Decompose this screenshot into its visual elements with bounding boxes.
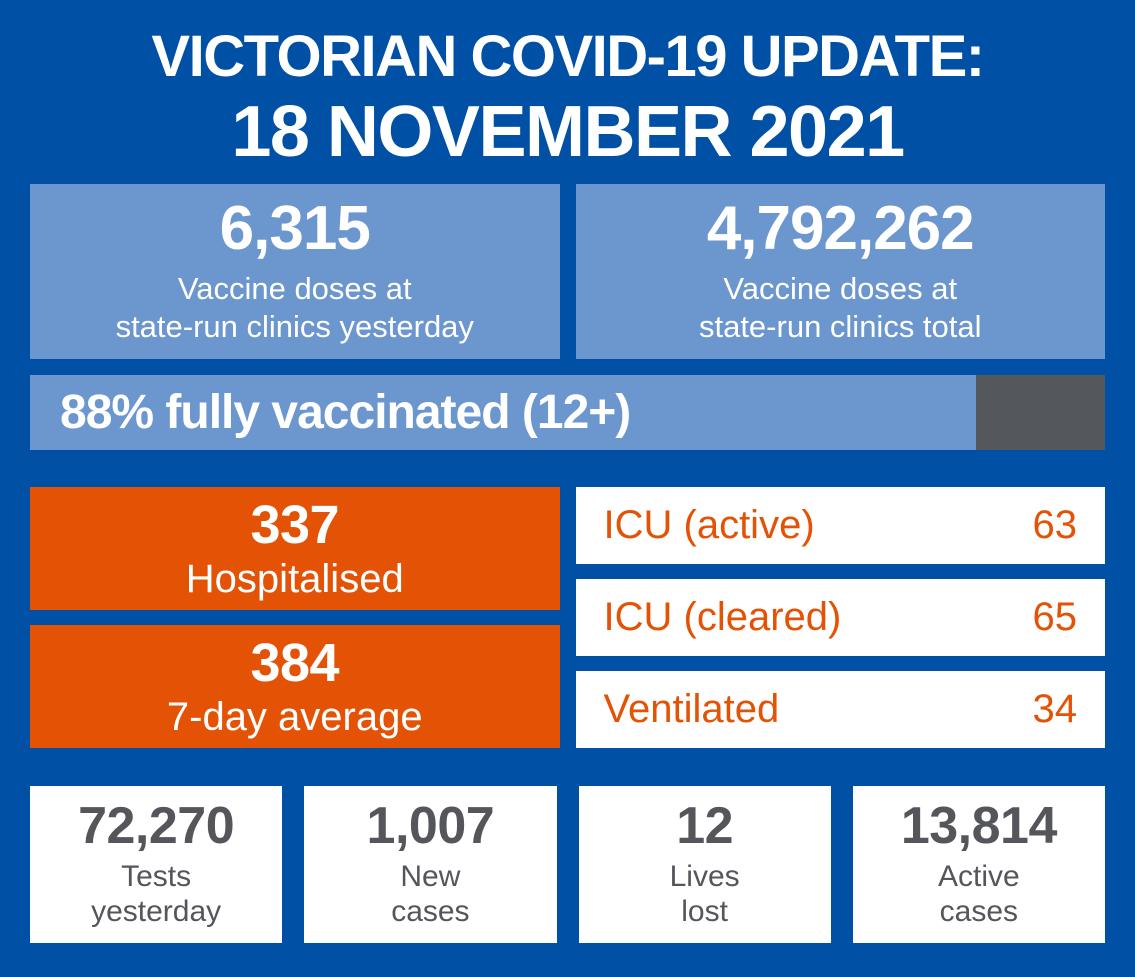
tests-yesterday-label-line1: Tests [121, 860, 192, 893]
icu-active-row [576, 487, 1106, 564]
ventilated-value: 34 [1032, 687, 1077, 731]
tests-yesterday-label [91, 860, 221, 929]
vaccine-yesterday-label-line1: Vaccine doses at [177, 270, 412, 306]
tests-yesterday-value: 72,270 [78, 797, 235, 855]
seven-day-average-value: 384 [250, 633, 340, 694]
new-cases-card [304, 786, 556, 943]
active-cases-label-line2: cases [939, 894, 1019, 928]
icu-cleared-label: ICU (cleared) [603, 595, 842, 639]
active-cases-card [853, 786, 1105, 943]
vaccine-yesterday-label [116, 270, 474, 346]
vaccine-yesterday-label-line2: state-run clinics yesterday [115, 308, 474, 344]
lives-lost-value: 12 [676, 797, 734, 855]
icu-active-label: ICU (active) [603, 503, 815, 547]
vaccine-total-value: 4,792,262 [706, 193, 974, 263]
hospitalisation-column [30, 487, 560, 748]
vaccine-total-label [699, 270, 982, 346]
icu-cleared-value: 65 [1032, 595, 1077, 639]
new-cases-label-line2: cases [391, 894, 470, 928]
new-cases-label [391, 860, 469, 929]
tests-yesterday-card [30, 786, 282, 943]
icu-active-value: 63 [1032, 503, 1077, 547]
ventilated-row [576, 671, 1106, 748]
poster-date: 18 NOVEMBER 2021 [231, 92, 904, 172]
vaccination-bar-label: 88% fully vaccinated (12+) [60, 386, 631, 439]
icu-cleared-row [576, 579, 1106, 656]
vaccination-bar-fill [30, 375, 976, 450]
lives-lost-label-line2: lost [681, 894, 728, 928]
lives-lost-card [579, 786, 831, 943]
vaccination-progress-bar [30, 375, 1105, 450]
poster-header [30, 20, 1105, 172]
lives-lost-label-line1: Lives [669, 860, 740, 893]
vaccine-doses-row [30, 184, 1105, 359]
seven-day-average-card [30, 625, 560, 748]
hospitalised-value: 337 [250, 495, 340, 556]
tests-yesterday-label-line2: yesterday [91, 894, 222, 928]
hospitalised-card [30, 487, 560, 610]
hospitalised-label: Hospitalised [185, 556, 404, 601]
vaccine-total-label-line2: state-run clinics total [698, 308, 982, 344]
vaccine-yesterday-value: 6,315 [219, 193, 370, 263]
seven-day-average-label: 7-day average [166, 694, 423, 739]
new-cases-value: 1,007 [366, 797, 495, 855]
active-cases-label [938, 860, 1020, 929]
active-cases-value: 13,814 [900, 797, 1057, 855]
icu-column [576, 487, 1106, 748]
poster-title: VICTORIAN COVID-19 UPDATE: [151, 24, 984, 89]
vaccine-total-label-line1: Vaccine doses at [723, 270, 958, 306]
new-cases-label-line1: New [400, 860, 461, 893]
hospital-icu-section [30, 487, 1105, 748]
vaccine-yesterday-card [30, 184, 560, 359]
lives-lost-label [670, 860, 740, 929]
ventilated-label: Ventilated [603, 687, 780, 731]
vaccine-total-card [576, 184, 1106, 359]
daily-summary-row [30, 786, 1105, 943]
active-cases-label-line1: Active [938, 860, 1020, 893]
